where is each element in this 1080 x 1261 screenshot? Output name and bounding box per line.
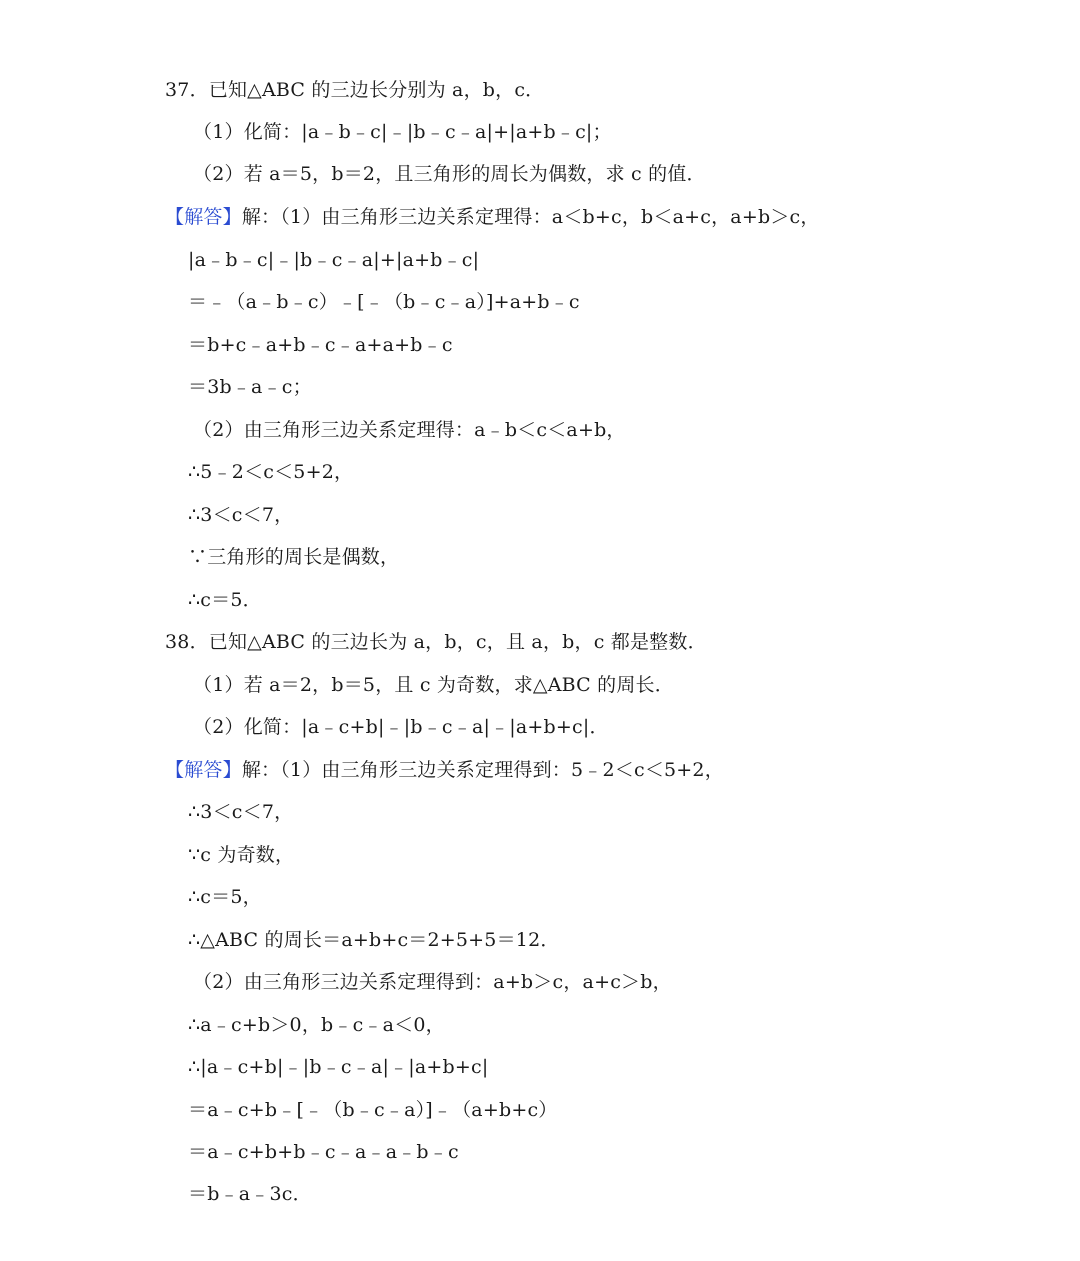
answer-line: ∴a﹣c+b＞0，b﹣c﹣a＜0，: [188, 1014, 445, 1036]
answer-line: ∴3＜c＜7，: [188, 504, 294, 526]
answer-line: ∴△ABC 的周长＝a+b+c＝2+5+5＝12．: [188, 929, 560, 951]
answer-line: ∴3＜c＜7，: [188, 801, 294, 823]
answer-first-text: 解：（1）由三角形三边关系定理得到：5﹣2＜c＜5+2，: [241, 759, 724, 781]
answer-line: |a﹣b﹣c|﹣|b﹣c﹣a|+|a+b﹣c|: [188, 249, 480, 271]
problem-38-part-1: （1）若 a＝2，b＝5，且 c 为奇数，求△ABC 的周长．: [193, 674, 674, 696]
answer-line: ∴|a﹣c+b|﹣|b﹣c﹣a|﹣|a+b+c|: [188, 1056, 489, 1078]
answer-line: ＝b+c﹣a+b﹣c﹣a+a+b﹣c: [188, 334, 453, 356]
answer-first-text: 解：（1）由三角形三边关系定理得：a＜b+c，b＜a+c，a+b＞c，: [241, 206, 820, 228]
answer-line: ＝b﹣a﹣3c．: [188, 1183, 312, 1205]
answer-line: ∴5﹣2＜c＜5+2，: [188, 461, 354, 483]
problem-37-answer-first: [165, 205, 820, 229]
answer-line: ＝﹣（a﹣b﹣c）﹣[﹣（b﹣c﹣a）]+a+b﹣c: [188, 291, 580, 313]
answer-line: ＝3b﹣a﹣c；: [188, 376, 312, 398]
answer-line: ＝a﹣c+b﹣[﹣（b﹣c﹣a）]﹣（a+b+c）: [188, 1099, 558, 1121]
answer-line: （2）由三角形三边关系定理得：a﹣b＜c＜a+b，: [193, 419, 626, 441]
answer-line: （2）由三角形三边关系定理得到：a+b＞c，a+c＞b，: [193, 971, 672, 993]
answer-tag: 【解答】: [165, 759, 242, 781]
answer-line: ∴c＝5，: [188, 886, 262, 908]
answer-line: ∵三角形的周长是偶数，: [188, 546, 400, 568]
problem-37-part-2: （2）若 a＝5，b＝2，且三角形的周长为偶数，求 c 的值．: [193, 163, 706, 185]
problem-37-part-1: （1）化简：|a﹣b﹣c|﹣|b﹣c﹣a|+|a+b﹣c|；: [193, 121, 612, 143]
answer-line: ∵c 为奇数，: [188, 844, 295, 866]
problem-37-question: 37．已知△ABC 的三边长分别为 a，b，c．: [165, 79, 545, 101]
problem-38-part-2: （2）化简：|a﹣c+b|﹣|b﹣c﹣a|﹣|a+b+c|．: [193, 716, 609, 738]
problem-38-answer-first: [165, 758, 724, 782]
answer-line: ∴c＝5．: [188, 589, 262, 611]
answer-line: ＝a﹣c+b+b﹣c﹣a﹣a﹣b﹣c: [188, 1141, 459, 1163]
answer-tag: 【解答】: [165, 206, 242, 228]
problem-38-question: 38．已知△ABC 的三边长为 a，b，c，且 a，b，c 都是整数．: [165, 631, 707, 653]
